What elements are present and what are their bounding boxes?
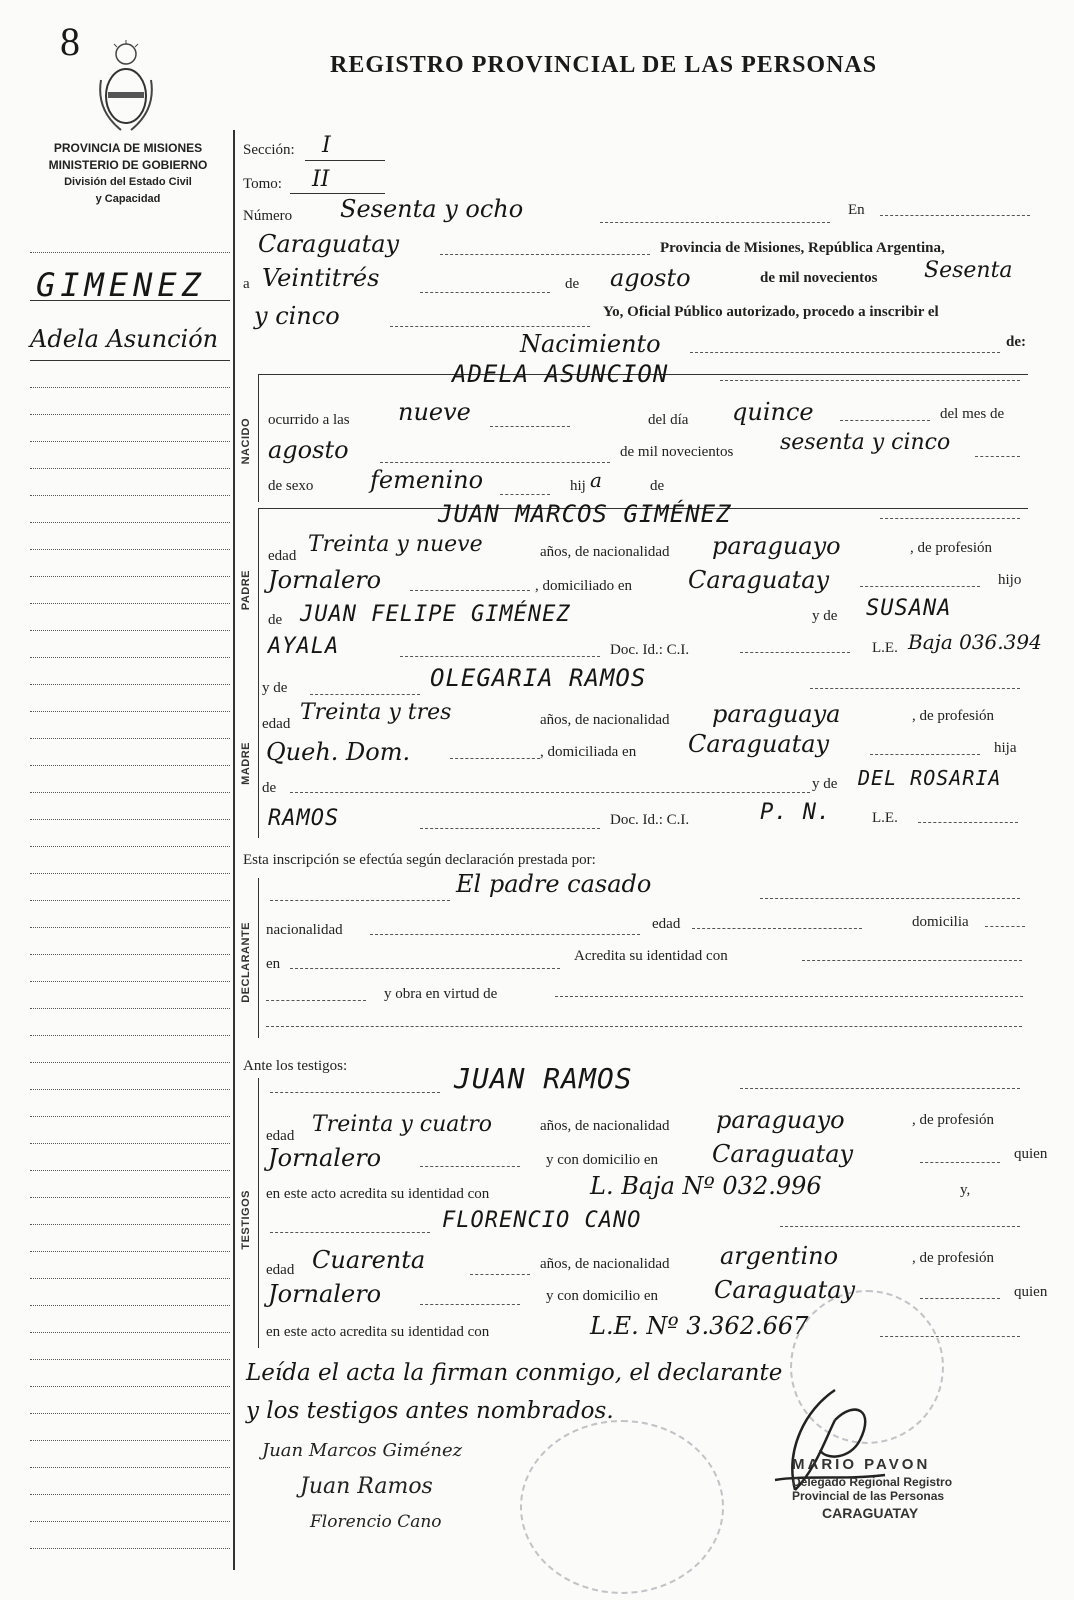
mes-value: agosto: [268, 436, 349, 464]
margin-ruled-line: [30, 927, 230, 928]
signature-testigo1: Juan Ramos: [300, 1474, 433, 1499]
cierre-linea-2: y los testigos antes nombrados.: [246, 1398, 614, 1424]
declarante-value: El padre casado: [456, 870, 652, 898]
margin-ruled-line: [30, 1440, 230, 1441]
esta-inscripcion-label: Esta inscripción se efectúa según declaración prestada por:: [243, 852, 596, 868]
mil-nov-label: de mil novecientos: [760, 270, 878, 286]
testigo1-profesion-label: , de profesión: [912, 1112, 995, 1128]
domiciliado-label: , domiciliado en: [535, 578, 633, 594]
madre-anos-label: años, de nacionalidad: [540, 712, 670, 728]
abuela-paterna-1: SUSANA: [866, 596, 952, 621]
margin-ruled-line: [30, 1305, 230, 1306]
numero-value: Sesenta y ocho: [340, 195, 524, 223]
tomo-label: Tomo:: [243, 176, 282, 192]
padre-doc-label: Doc. Id.: C.I.: [610, 642, 690, 658]
page-number: 8: [60, 19, 80, 64]
margin-surname: GIMENEZ: [36, 266, 206, 304]
official-name: MARIO PAVON: [792, 1456, 931, 1473]
testigo1-edad: Treinta y cuatro: [312, 1112, 492, 1137]
margin-ruled-line: [30, 1332, 230, 1333]
dia-value: quince: [732, 398, 814, 426]
madre-profesion: Queh. Dom.: [266, 738, 411, 766]
ocurrido-label: ocurrido a las: [268, 412, 350, 428]
hijo-label: hij: [570, 478, 586, 494]
margin-ruled-line: [30, 873, 230, 874]
margin-ruled-line: [30, 1521, 230, 1522]
abuelo-paterno: JUAN FELIPE GIMÉNEZ: [300, 602, 571, 627]
seccion-value: I: [322, 133, 331, 158]
official-title-2: Provincial de las Personas: [792, 1489, 945, 1503]
testigo2-domicilio-label: y con domicilio en: [546, 1288, 659, 1304]
margin-ruled-line: [30, 846, 230, 847]
madre-edad-label: edad: [262, 716, 291, 732]
madre-profesion-label: , de profesión: [912, 708, 995, 724]
margin-ruled-line: [30, 414, 230, 415]
padre-de-label: de: [268, 612, 283, 628]
seccion-label: Sección:: [243, 142, 295, 158]
margin-ruled-line: [30, 441, 230, 442]
cierre-linea-1: Leída el acta la firman conmigo, el declarante: [246, 1360, 783, 1386]
hijo-word: hijo: [998, 572, 1022, 588]
padre-le-label: L.E.: [872, 640, 898, 656]
abuela-paterna-2: AYALA: [268, 634, 340, 659]
margin-ruled-line: [30, 954, 230, 955]
margin-ruled-line: [30, 765, 230, 766]
testigo1-domicilio: Caraguatay: [712, 1140, 854, 1168]
testigo2-domicilio: Caraguatay: [714, 1276, 856, 1304]
margin-ruled-line: [30, 468, 230, 469]
margin-ruled-line: [30, 576, 230, 577]
margin-ruled-line: [30, 792, 230, 793]
testigo1-nombre: JUAN RAMOS: [454, 1062, 633, 1095]
testigo2-nombre: FLORENCIO CANO: [442, 1208, 642, 1233]
del-dia-label: del día: [648, 412, 689, 428]
testigo1-doc: L. Baja Nº 032.996: [590, 1172, 822, 1200]
sexo-value: femenino: [370, 466, 484, 494]
testigo1-nacionalidad: paraguayo: [716, 1106, 845, 1134]
section-madre-label: MADRE: [240, 742, 252, 785]
domiciliada-label: , domiciliada en: [540, 744, 637, 760]
declarante-en-label: en: [266, 956, 281, 972]
section-padre-label: PADRE: [240, 570, 252, 611]
de-sexo-label: de sexo: [268, 478, 314, 494]
anio-inscripcion-part2: y cinco: [254, 302, 340, 330]
coat-of-arms-icon: [96, 40, 156, 135]
oficial-label: Yo, Oficial Público autorizado, procedo a inscribir el: [603, 304, 939, 320]
padre-le: Baja 036.394: [908, 630, 1042, 654]
margin-ruled-line: [30, 522, 230, 523]
del-mes-label: del mes de: [940, 406, 1005, 422]
authority-line1: PROVINCIA DE MISIONES: [53, 141, 203, 155]
testigo2-edad: Cuarenta: [312, 1246, 426, 1274]
de-label: de: [565, 276, 580, 292]
testigo2-edad-label: edad: [266, 1262, 295, 1278]
margin-ruled-line: [30, 549, 230, 550]
official-stamp-block: [792, 1456, 952, 1521]
margin-ruled-line: [30, 1197, 230, 1198]
testigo1-acredita-label: en este acto acredita su identidad con: [266, 1186, 490, 1202]
official-seal-stamp: [520, 1420, 724, 1594]
margin-ruled-line: [30, 1035, 230, 1036]
abuela-materna-2: RAMOS: [268, 806, 340, 831]
testigo2-profesion-label: , de profesión: [912, 1250, 995, 1266]
mes-inscripcion-value: agosto: [610, 264, 691, 292]
de-mil-nov-label: de mil novecientos: [620, 444, 734, 460]
y-de-label-padre: y de: [812, 608, 838, 624]
margin-ruled-line: [30, 1386, 230, 1387]
margin-ruled-line: [30, 1008, 230, 1009]
testigo2-nacionalidad: argentino: [720, 1242, 839, 1270]
ante-testigos-label: Ante los testigos:: [243, 1058, 348, 1074]
padre-edad: Treinta y nueve: [308, 532, 483, 557]
lugar-value: Caraguatay: [258, 230, 400, 258]
margin-ruled-line: [30, 1170, 230, 1171]
section-testigos-label: TESTIGOS: [240, 1190, 252, 1250]
margin-ruled-line: [30, 1413, 230, 1414]
nacionalidad-label: nacionalidad: [266, 922, 343, 938]
testigo1-anos-label: años, de nacionalidad: [540, 1118, 670, 1134]
margin-ruled-line: [30, 657, 230, 658]
de2-label: de: [650, 478, 665, 494]
margin-ruled-line: [30, 1116, 230, 1117]
margin-ruled-line: [30, 387, 230, 388]
margin-ruled-line: [30, 738, 230, 739]
margin-ruled-line: [30, 1494, 230, 1495]
padre-domicilio: Caraguatay: [688, 566, 830, 594]
authority-line4: y Capacidad: [95, 193, 161, 205]
acto-value: Nacimiento: [520, 330, 661, 358]
margin-given-names: Adela Asunción: [30, 325, 219, 353]
madre-doc-label: Doc. Id.: C.I.: [610, 812, 690, 828]
madre-domicilio: Caraguatay: [688, 730, 830, 758]
dia-inscripcion-value: Veintitrés: [262, 264, 380, 292]
madre-edad: Treinta y tres: [300, 700, 452, 725]
tomo-value: II: [312, 167, 330, 192]
authority-line3: División del Estado Civil: [64, 176, 192, 188]
margin-ruled-line: [30, 1278, 230, 1279]
padre-profesion-label: , de profesión: [910, 540, 993, 556]
margin-ruled-line: [30, 603, 230, 604]
margin-ruled-line: [30, 1548, 230, 1549]
section-nacido-label: NACIDO: [240, 418, 252, 465]
hora-value: nueve: [398, 398, 471, 426]
anio-inscripcion-part1: Sesenta: [924, 258, 1013, 283]
nombre-value: ADELA ASUNCION: [452, 360, 669, 388]
testigo1-y-label: y,: [960, 1182, 971, 1198]
padre-edad-label: edad: [268, 548, 297, 564]
testigo2-profesion: Jornalero: [268, 1280, 382, 1308]
margin-ruled-line: [30, 630, 230, 631]
margin-ruled-line: [30, 1251, 230, 1252]
padre-profesion: Jornalero: [268, 566, 382, 594]
numero-label: Número: [243, 208, 293, 224]
domicilia-label: domicilia: [912, 914, 969, 930]
provincia-label: Provincia de Misiones, República Argentina,: [660, 240, 945, 256]
a-label: a: [243, 276, 250, 292]
signature-testigo2: Florencio Cano: [310, 1512, 442, 1532]
margin-ruled-line: [30, 711, 230, 712]
padre-nombre: JUAN MARCOS GIMÉNEZ: [438, 500, 732, 528]
testigo2-anos-label: años, de nacionalidad: [540, 1256, 670, 1272]
margin-ruled-line: [30, 1089, 230, 1090]
issuing-authority: [22, 140, 234, 208]
acredita-label: Acredita su identidad con: [574, 948, 728, 964]
margin-ruled-line: [30, 981, 230, 982]
obra-label: y obra en virtud de: [384, 986, 498, 1002]
authority-line2: MINISTERIO DE GOBIERNO: [48, 158, 208, 172]
y-de-label-madre: y de: [812, 776, 838, 792]
padre-anos-label: años, de nacionalidad: [540, 544, 670, 560]
margin-ruled-line: [30, 1467, 230, 1468]
madre-le-label: L.E.: [872, 810, 898, 826]
padre-nacionalidad: paraguayo: [712, 532, 841, 560]
testigo1-domicilio-label: y con domicilio en: [546, 1152, 659, 1168]
signature-padre: Juan Marcos Giménez: [262, 1440, 463, 1461]
madre-ci: P. N.: [760, 800, 832, 825]
madre-de-label: de: [262, 780, 277, 796]
de-colon-label: de:: [1006, 334, 1026, 350]
anio-value: sesenta y cinco: [780, 430, 951, 455]
abuela-materna-1: DEL ROSARIA: [858, 766, 1002, 790]
margin-ruled-line: [30, 1224, 230, 1225]
document-title: REGISTRO PROVINCIAL DE LAS PERSONAS: [330, 52, 878, 78]
madre-nombre: OLEGARIA RAMOS: [430, 664, 647, 692]
margin-ruled-line: [30, 252, 230, 253]
testigo2-doc: L.E. Nº 3.362.667: [590, 1312, 809, 1340]
testigo1-quien-label: quien: [1014, 1146, 1048, 1162]
madre-nacionalidad: paraguaya: [712, 700, 841, 728]
margin-ruled-line: [30, 1062, 230, 1063]
testigo2-quien-label: quien: [1014, 1284, 1048, 1300]
margin-ruled-line: [30, 1359, 230, 1360]
margin-ruled-line: [30, 495, 230, 496]
testigo1-profesion: Jornalero: [268, 1144, 382, 1172]
testigo2-acredita-label: en este acto acredita su identidad con: [266, 1324, 490, 1340]
margin-ruled-line: [30, 900, 230, 901]
section-declarante-label: DECLARANTE: [240, 922, 252, 1003]
margin-ruled-line: [30, 819, 230, 820]
official-place: CARAGUATAY: [822, 1505, 919, 1521]
hija-word: hija: [994, 740, 1017, 756]
margin-ruled-line: [30, 684, 230, 685]
madre-y-de-label: y de: [262, 680, 288, 696]
margin-ruled-line: [30, 1143, 230, 1144]
official-title-1: Delegado Regional Registro: [792, 1475, 953, 1489]
testigo1-edad-label: edad: [266, 1128, 295, 1144]
declarante-edad-label: edad: [652, 916, 681, 932]
en-label: En: [848, 202, 865, 218]
hijo-suffix: a: [590, 468, 602, 492]
